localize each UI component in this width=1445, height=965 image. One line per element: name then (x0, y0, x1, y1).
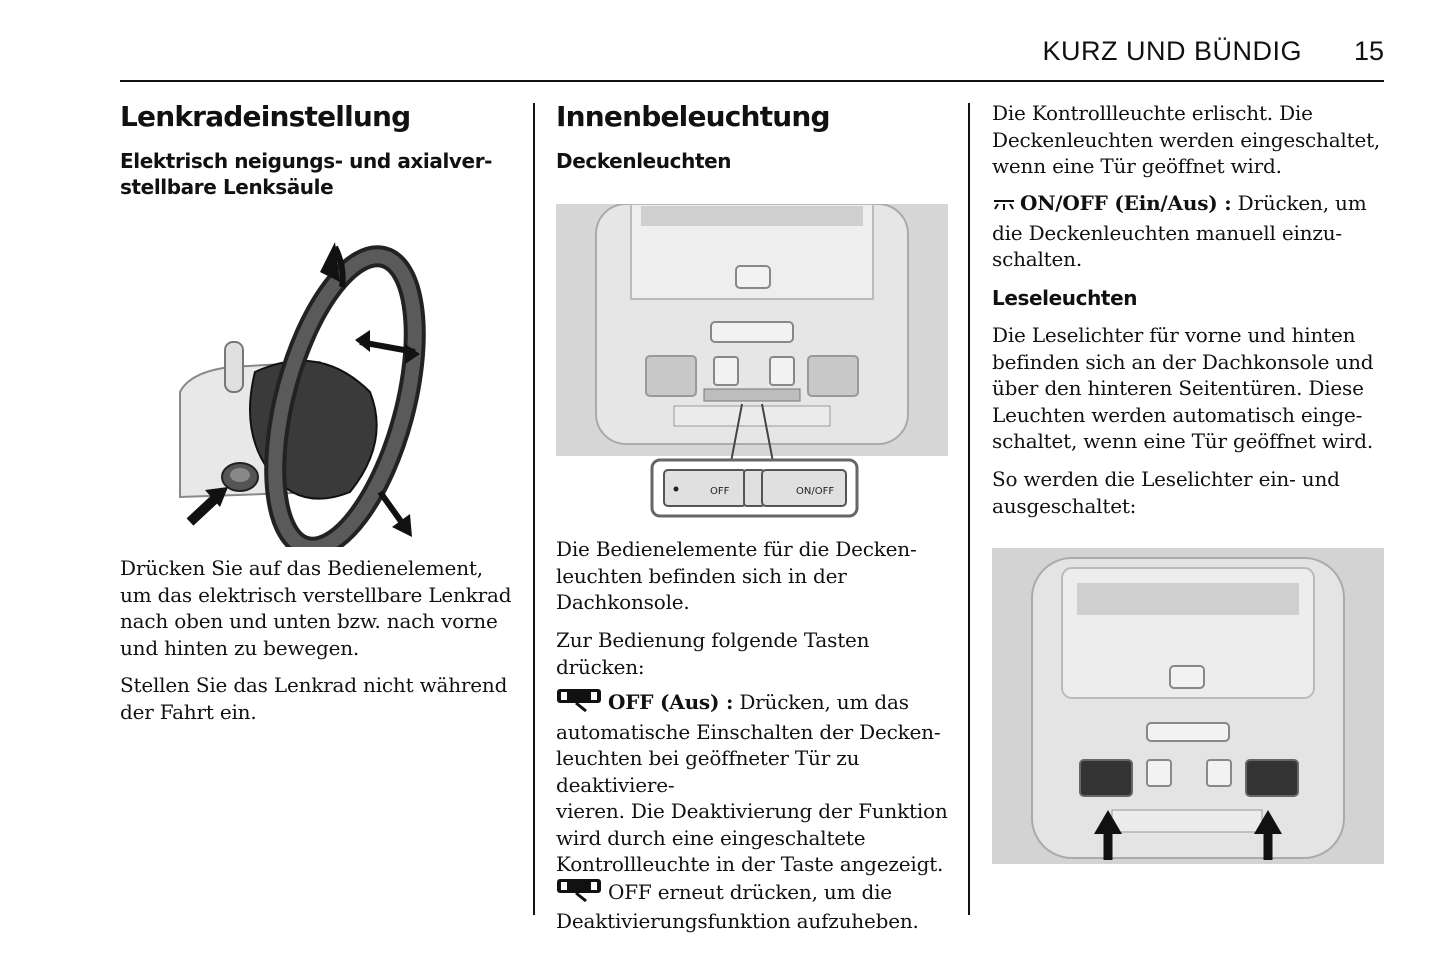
col1-para1 (120, 555, 520, 661)
subheading-line: Elektrisch neigungs- und axialver- (120, 149, 493, 173)
text-line: und hinten zu bewegen. (120, 635, 360, 660)
text-line: die Deckenleuchten manuell einzu- (992, 220, 1342, 245)
text-line: schaltet, wenn eine Tür geöffnet wird. (992, 429, 1374, 453)
subheading-leseleuchten: Leseleuchten (992, 286, 1138, 310)
text-line: Deckenleuchten werden eingeschaltet, (992, 127, 1381, 152)
text-line: So werden die Leselichter ein- und (992, 467, 1340, 491)
column-divider-2 (968, 103, 970, 915)
text-line: wenn eine Tür geöffnet wird. (992, 154, 1282, 178)
subheading-lenksaeule (120, 148, 520, 200)
onoff-term: ON/OFF (Ein/Aus) : (1020, 191, 1232, 215)
off-term: OFF (Aus) : (608, 690, 734, 714)
text-line: Drücken Sie auf das Bedienelement, (120, 556, 483, 580)
text-line: über den hinteren Seitentüren. Diese (992, 376, 1364, 400)
off-description-start: Drücken, um das (733, 690, 909, 714)
page-number: 15 (1353, 36, 1384, 66)
reading-lights-illustration (992, 548, 1384, 864)
onoff-definition-line (992, 190, 1392, 220)
text-line: Deaktivierungsfunktion aufzuheben. (556, 909, 919, 933)
text-line: vieren. Die Deaktivierung der Funktion (556, 799, 948, 823)
reading-lights-figure (992, 548, 1384, 864)
door-light-off-icon (556, 688, 602, 719)
text-line: Die Bedienelemente für die Decken- (556, 537, 917, 561)
text-line: leuchten befinden sich in der (556, 563, 847, 588)
text-line: ausgeschaltet: (992, 493, 1137, 518)
console-onoff-label: ON/OFF (796, 486, 835, 497)
text-line: Zur Bedienung folgende Tasten (556, 628, 870, 652)
steering-wheel-illustration (120, 232, 510, 547)
steering-wheel-figure (120, 232, 510, 547)
column-divider-1 (533, 103, 535, 915)
col3-para2 (992, 190, 1392, 273)
text-line: nach oben und unten bzw. nach vorne (120, 609, 498, 633)
col2-para1 (556, 536, 956, 616)
text-span: OFF erneut drücken, um die (608, 879, 892, 904)
col3-para3 (992, 322, 1392, 455)
dome-light-icon (992, 193, 1016, 220)
off-again-line (556, 878, 956, 909)
dome-light-console-figure (556, 204, 948, 520)
text-line: schalten. (992, 247, 1082, 271)
col3-para1 (992, 100, 1392, 180)
subheading-line: stellbare Lenksäule (120, 175, 334, 199)
column-2 (556, 96, 956, 174)
text-line: automatische Einschalten der Decken- (556, 719, 941, 744)
door-light-off-icon (556, 878, 602, 909)
text-line: der Fahrt ein. (120, 699, 257, 724)
text-line: Kontrollleuchte in der Taste angezeigt. (556, 852, 944, 876)
text-line: Leuchten werden automatisch einge- (992, 402, 1363, 427)
heading-lenkradeinstellung: Lenkradeinstellung (120, 100, 411, 133)
text-line: Dachkonsole. (556, 590, 690, 614)
text-line: Die Leselichter für vorne und hinten (992, 323, 1356, 347)
onoff-description-start: Drücken, um (1231, 191, 1367, 215)
section-title: KURZ UND BÜNDIG (1042, 36, 1302, 66)
col1-para2 (120, 672, 520, 725)
text-line: Die Kontrollleuchte erlischt. Die (992, 101, 1313, 125)
text-line: Stellen Sie das Lenkrad nicht während (120, 673, 508, 697)
console-off-label: OFF (710, 486, 730, 497)
text-line: wird durch eine eingeschaltete (556, 825, 866, 850)
col2-para3 (556, 688, 956, 935)
text-line: drücken: (556, 654, 645, 679)
page-header (120, 32, 1384, 82)
text-line: um das elektrisch verstellbare Lenkrad (120, 582, 512, 607)
off-definition-line (556, 688, 956, 719)
dome-console-illustration (556, 204, 948, 520)
column-1 (120, 96, 520, 200)
subheading-deckenleuchten: Deckenleuchten (556, 149, 732, 173)
col3-para4 (992, 466, 1392, 519)
heading-innenbeleuchtung: Innenbeleuchtung (556, 100, 830, 133)
col2-para2 (556, 627, 956, 680)
text-line: leuchten bei geöffneter Tür zu deaktiviere- (556, 746, 860, 797)
text-line: befinden sich an der Dachkonsole und (992, 349, 1374, 374)
